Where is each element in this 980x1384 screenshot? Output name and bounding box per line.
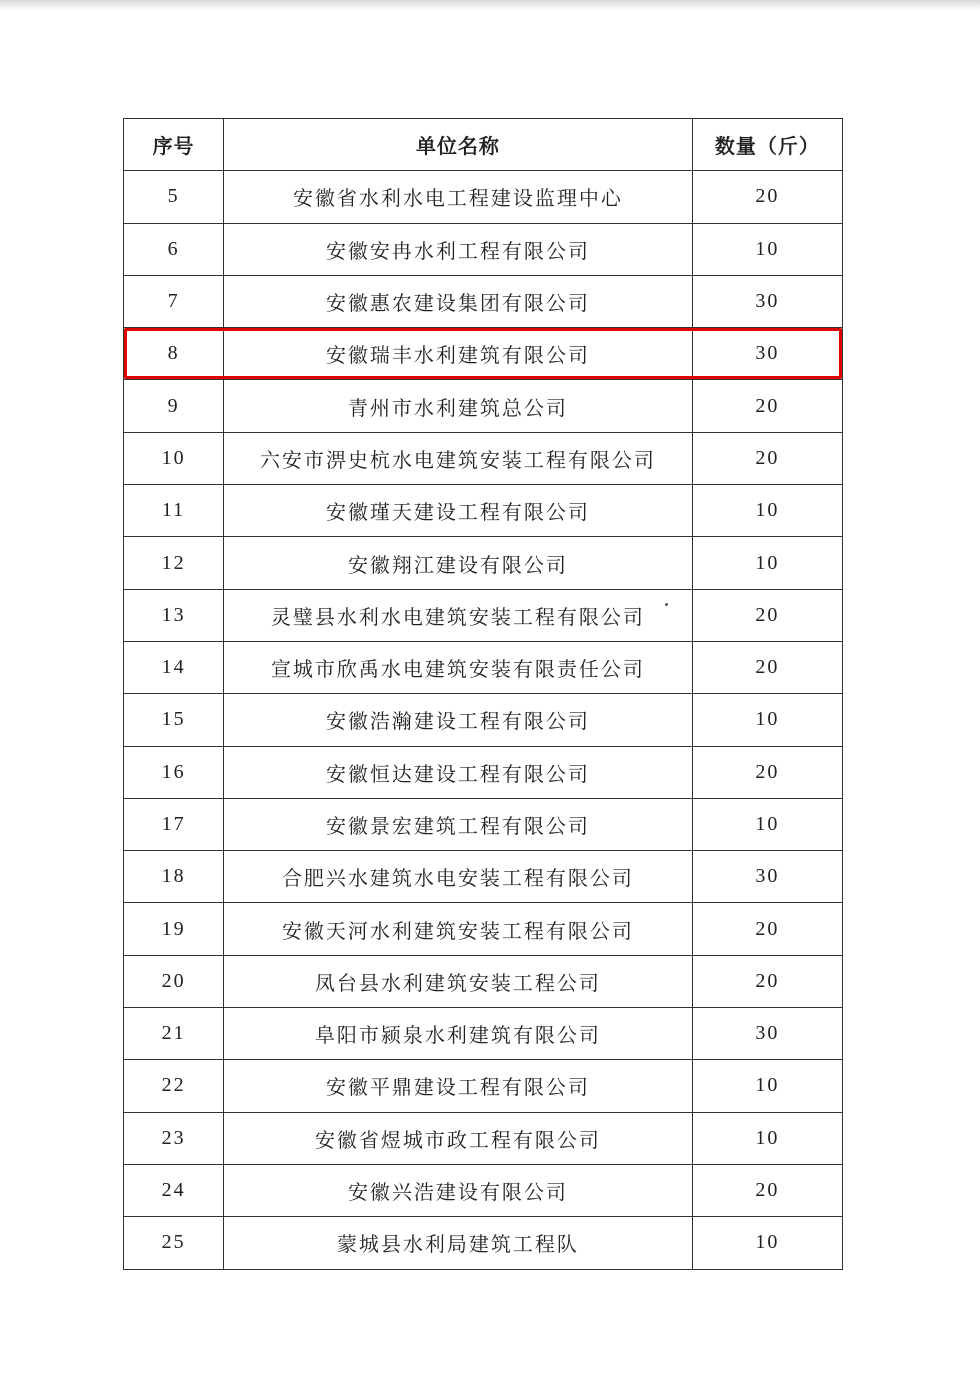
cell-unit-name: 安徽景宏建筑工程有限公司 [224, 798, 693, 850]
cell-serial-number: 15 [124, 694, 224, 746]
cell-serial-number: 23 [124, 1112, 224, 1164]
cell-unit-name: 安徽瑞丰水利建筑有限公司 [224, 328, 693, 380]
table-row [124, 537, 843, 589]
cell-serial-number: 20 [124, 955, 224, 1007]
cell-quantity: 20 [692, 1164, 842, 1216]
cell-quantity: 10 [692, 1060, 842, 1112]
cell-unit-name: 安徽平鼎建设工程有限公司 [224, 1060, 693, 1112]
table-header-row [124, 119, 843, 171]
cell-unit-name: 凤台县水利建筑安装工程公司 [224, 955, 693, 1007]
cell-quantity: 10 [692, 1112, 842, 1164]
cell-quantity: 20 [692, 641, 842, 693]
cell-quantity: 20 [692, 955, 842, 1007]
cell-unit-name: 灵璧县水利水电建筑安装工程有限公司 [224, 589, 693, 641]
header-serial-number: 序号 [124, 119, 224, 171]
cell-quantity: 20 [692, 589, 842, 641]
cell-unit-name: 安徽天河水利建筑安装工程有限公司 [224, 903, 693, 955]
cell-serial-number: 13 [124, 589, 224, 641]
cell-unit-name: 蒙城县水利局建筑工程队 [224, 1217, 693, 1269]
table-row [124, 694, 843, 746]
header-quantity: 数量（斤） [692, 119, 842, 171]
table-row [124, 380, 843, 432]
table-row [124, 328, 843, 380]
cell-unit-name: 安徽安冉水利工程有限公司 [224, 223, 693, 275]
unit-quantity-table [123, 118, 843, 1270]
cell-quantity: 20 [692, 171, 842, 223]
table-row [124, 432, 843, 484]
cell-unit-name: 六安市淠史杭水电建筑安装工程有限公司 [224, 432, 693, 484]
table-row [124, 1164, 843, 1216]
cell-quantity: 30 [692, 328, 842, 380]
cell-quantity: 10 [692, 485, 842, 537]
table-row [124, 903, 843, 955]
cell-serial-number: 12 [124, 537, 224, 589]
cell-quantity: 20 [692, 432, 842, 484]
table-body [124, 171, 843, 1269]
cell-quantity: 20 [692, 903, 842, 955]
cell-serial-number: 17 [124, 798, 224, 850]
cell-quantity: 10 [692, 1217, 842, 1269]
table-row [124, 798, 843, 850]
table-row [124, 1060, 843, 1112]
table-row [124, 641, 843, 693]
cell-serial-number: 9 [124, 380, 224, 432]
cell-unit-name: 宣城市欣禹水电建筑安装有限责任公司 [224, 641, 693, 693]
cell-unit-name: 安徽惠农建设集团有限公司 [224, 275, 693, 327]
table-row [124, 1008, 843, 1060]
cell-serial-number: 19 [124, 903, 224, 955]
cell-unit-name: 安徽翔江建设有限公司 [224, 537, 693, 589]
table-row [124, 171, 843, 223]
cell-serial-number: 16 [124, 746, 224, 798]
cell-quantity: 20 [692, 380, 842, 432]
cell-serial-number: 8 [124, 328, 224, 380]
table-row [124, 275, 843, 327]
cell-quantity: 10 [692, 798, 842, 850]
cell-quantity: 30 [692, 1008, 842, 1060]
scan-speck [665, 603, 668, 606]
cell-quantity: 30 [692, 851, 842, 903]
cell-serial-number: 11 [124, 485, 224, 537]
table-row [124, 851, 843, 903]
cell-serial-number: 24 [124, 1164, 224, 1216]
cell-quantity: 20 [692, 746, 842, 798]
cell-serial-number: 5 [124, 171, 224, 223]
table-row [124, 485, 843, 537]
table-row [124, 1112, 843, 1164]
cell-quantity: 10 [692, 694, 842, 746]
header-unit-name: 单位名称 [224, 119, 693, 171]
table-row [124, 223, 843, 275]
cell-serial-number: 25 [124, 1217, 224, 1269]
table-row [124, 589, 843, 641]
cell-unit-name: 安徽浩瀚建设工程有限公司 [224, 694, 693, 746]
cell-unit-name: 阜阳市颍泉水利建筑有限公司 [224, 1008, 693, 1060]
cell-quantity: 10 [692, 537, 842, 589]
cell-unit-name: 安徽恒达建设工程有限公司 [224, 746, 693, 798]
cell-serial-number: 10 [124, 432, 224, 484]
cell-serial-number: 7 [124, 275, 224, 327]
cell-unit-name: 安徽兴浩建设有限公司 [224, 1164, 693, 1216]
table-row [124, 746, 843, 798]
cell-quantity: 30 [692, 275, 842, 327]
cell-serial-number: 22 [124, 1060, 224, 1112]
cell-serial-number: 18 [124, 851, 224, 903]
cell-serial-number: 21 [124, 1008, 224, 1060]
cell-quantity: 10 [692, 223, 842, 275]
cell-serial-number: 6 [124, 223, 224, 275]
cell-unit-name: 安徽瑾天建设工程有限公司 [224, 485, 693, 537]
table-row [124, 955, 843, 1007]
cell-unit-name: 合肥兴水建筑水电安装工程有限公司 [224, 851, 693, 903]
table-row [124, 1217, 843, 1269]
cell-unit-name: 安徽省水利水电工程建设监理中心 [224, 171, 693, 223]
cell-serial-number: 14 [124, 641, 224, 693]
scan-edge-shadow [0, 0, 980, 10]
cell-unit-name: 安徽省煜城市政工程有限公司 [224, 1112, 693, 1164]
cell-unit-name: 青州市水利建筑总公司 [224, 380, 693, 432]
